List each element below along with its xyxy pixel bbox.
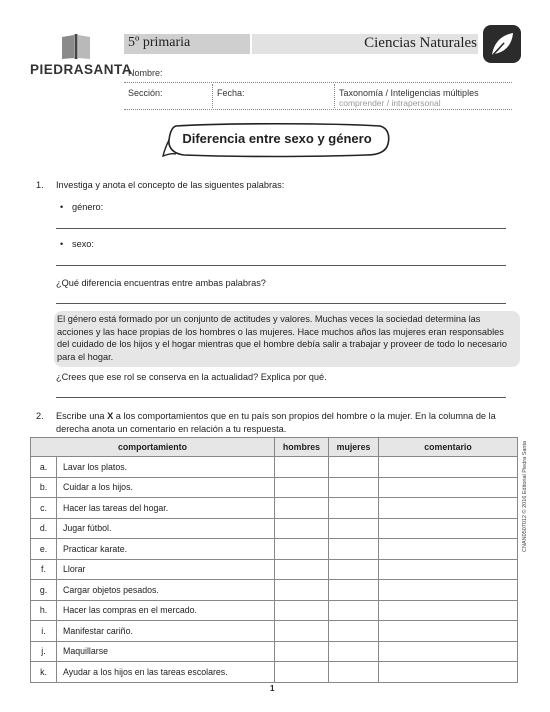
row-behavior: Practicar karate. <box>57 539 275 560</box>
comentario-cell[interactable] <box>379 518 518 539</box>
row-behavior: Hacer las compras en el mercado. <box>57 600 275 621</box>
hombres-cell[interactable] <box>275 641 329 662</box>
q1-prompt: Investiga y anota el concepto de las siguentes palabras: <box>56 180 285 190</box>
row-behavior: Manifestar cariño. <box>57 621 275 642</box>
bullet-genero: género: <box>72 202 104 212</box>
row-behavior: Cuidar a los hijos. <box>57 477 275 498</box>
comentario-cell[interactable] <box>379 662 518 683</box>
fecha-label: Fecha: <box>217 88 245 98</box>
comentario-cell[interactable] <box>379 539 518 560</box>
q1-question2: ¿Crees que ese rol se conserva en la actualidad? Explica por qué. <box>56 372 327 382</box>
comentario-cell[interactable] <box>379 457 518 478</box>
comentario-cell[interactable] <box>379 498 518 519</box>
behavior-table <box>30 437 518 683</box>
mujeres-cell[interactable] <box>329 641 379 662</box>
page-title: Diferencia entre sexo y género <box>182 131 372 146</box>
row-letter: e. <box>31 539 57 560</box>
bullet-icon: • <box>60 239 64 249</box>
seccion-line <box>124 109 512 110</box>
row-behavior: Jugar fútbol. <box>57 518 275 539</box>
taxonomia-label: Taxonomía / Inteligencias múltiples <box>339 88 479 98</box>
passage-text: El género está formado por un conjunto de actitudes y valores. Muchas veces la sociedad determina las acciones y las hace propias de los hombres o las mujeres. Hace muchos años las mujeres eran responsables del cuidado de los hijos y el hogar mientras que el hombre debía salir a trabajar y proveer de todo lo necesario para el hogar. <box>57 314 507 362</box>
row-behavior: Llorar <box>57 559 275 580</box>
hombres-cell[interactable] <box>275 457 329 478</box>
nombre-label: Nombre: <box>128 68 163 78</box>
row-letter: d. <box>31 518 57 539</box>
mujeres-cell[interactable] <box>329 539 379 560</box>
header-hombres: hombres <box>275 438 329 457</box>
rol-answer-line[interactable] <box>56 397 506 398</box>
nombre-line[interactable] <box>124 82 512 83</box>
table-row <box>31 662 518 683</box>
q1-question: ¿Qué diferencia encuentras entre ambas palabras? <box>56 278 266 288</box>
table-header-row <box>31 438 518 457</box>
hombres-cell[interactable] <box>275 498 329 519</box>
difference-answer-line[interactable] <box>56 303 506 304</box>
table-row <box>31 498 518 519</box>
mujeres-cell[interactable] <box>329 600 379 621</box>
table-row <box>31 539 518 560</box>
header-comportamiento: comportamiento <box>31 438 275 457</box>
comentario-cell[interactable] <box>379 621 518 642</box>
row-behavior: Cargar objetos pesados. <box>57 580 275 601</box>
divider <box>334 84 335 108</box>
row-letter: f. <box>31 559 57 580</box>
hombres-cell[interactable] <box>275 662 329 683</box>
header-mujeres: mujeres <box>329 438 379 457</box>
mujeres-cell[interactable] <box>329 580 379 601</box>
hombres-cell[interactable] <box>275 518 329 539</box>
row-letter: b. <box>31 477 57 498</box>
bullet-icon: • <box>60 202 64 212</box>
mujeres-cell[interactable] <box>329 477 379 498</box>
row-letter: c. <box>31 498 57 519</box>
row-behavior: Hacer las tareas del hogar. <box>57 498 275 519</box>
table-row <box>31 600 518 621</box>
q1-number: 1. <box>36 180 44 190</box>
row-letter: k. <box>31 662 57 683</box>
table-row <box>31 477 518 498</box>
table-row <box>31 457 518 478</box>
mujeres-cell[interactable] <box>329 662 379 683</box>
sexo-answer-line[interactable] <box>56 265 506 266</box>
mujeres-cell[interactable] <box>329 559 379 580</box>
seccion-label: Sección: <box>128 88 163 98</box>
divider <box>212 84 213 108</box>
table-row <box>31 559 518 580</box>
table-row <box>31 518 518 539</box>
subject-label: Ciencias Naturales <box>364 35 477 51</box>
taxonomia-sub: comprender / intrapersonal <box>339 98 441 108</box>
row-letter: a. <box>31 457 57 478</box>
comentario-cell[interactable] <box>379 641 518 662</box>
row-behavior: Lavar los platos. <box>57 457 275 478</box>
copyright-note: CNAN0507012 © 2016 Editorial Piedra Santa <box>522 440 528 552</box>
hombres-cell[interactable] <box>275 580 329 601</box>
header-comentario: comentario <box>379 438 518 457</box>
q2-prompt: Escribe una X a los comportamientos que en tu país son propios del hombre o la mujer. En la columna de la derecha anota un comentario en relación a tu respuesta. <box>56 411 496 434</box>
row-behavior: Ayudar a los hijos en las tareas escolares. <box>57 662 275 683</box>
row-behavior: Maquillarse <box>57 641 275 662</box>
hombres-cell[interactable] <box>275 539 329 560</box>
row-letter: g. <box>31 580 57 601</box>
row-letter: h. <box>31 600 57 621</box>
row-letter: i. <box>31 621 57 642</box>
hombres-cell[interactable] <box>275 621 329 642</box>
bullet-sexo: sexo: <box>72 239 94 249</box>
genero-answer-line[interactable] <box>56 228 506 229</box>
comentario-cell[interactable] <box>379 559 518 580</box>
mujeres-cell[interactable] <box>329 518 379 539</box>
comentario-cell[interactable] <box>379 600 518 621</box>
mujeres-cell[interactable] <box>329 498 379 519</box>
hombres-cell[interactable] <box>275 559 329 580</box>
table-row <box>31 621 518 642</box>
row-letter: j. <box>31 641 57 662</box>
hombres-cell[interactable] <box>275 477 329 498</box>
mujeres-cell[interactable] <box>329 621 379 642</box>
comentario-cell[interactable] <box>379 580 518 601</box>
mujeres-cell[interactable] <box>329 457 379 478</box>
brand-name: PIEDRASANTA <box>30 62 133 77</box>
comentario-cell[interactable] <box>379 477 518 498</box>
table-row <box>31 641 518 662</box>
grade-label: 5º primaria <box>128 35 191 50</box>
page-number: 1 <box>270 684 275 693</box>
book-logo-icon <box>56 34 96 60</box>
q2-number: 2. <box>36 411 44 421</box>
leaf-icon <box>482 24 522 64</box>
table-row <box>31 580 518 601</box>
hombres-cell[interactable] <box>275 600 329 621</box>
